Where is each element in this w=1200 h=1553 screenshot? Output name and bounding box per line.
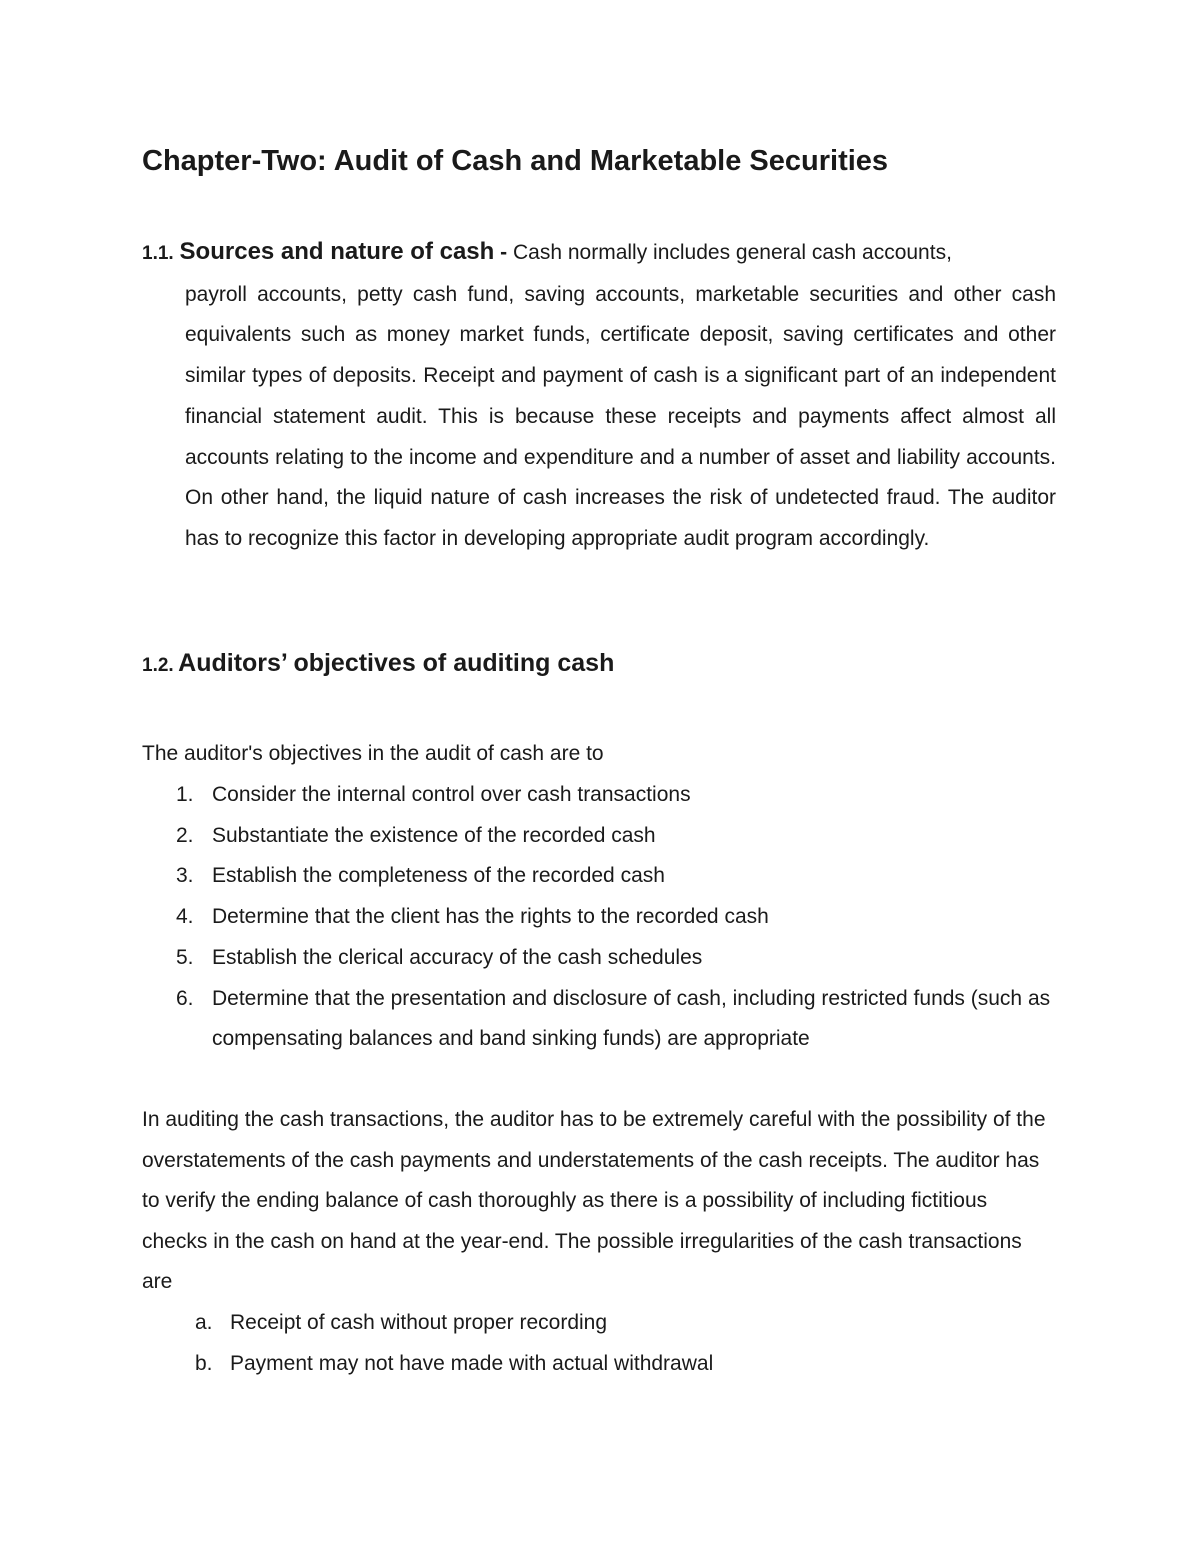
list-item-number: 2.	[176, 823, 194, 847]
list-item	[142, 979, 1056, 1060]
section-1-1-dash: -	[500, 241, 508, 264]
list-item	[142, 856, 1056, 897]
list-item	[142, 938, 1056, 979]
irregularities-paragraph: In auditing the cash transactions, the auditor has to be extremely careful with the possibility of the overstatements of the cash payments and understatements of the cash receipts. The auditor has to verify the ending balance of cash thoroughly as there is a possibility of including fictitious checks in the cash on hand at the year-end. The possible irregularities of the cash transactions are	[142, 1108, 1046, 1293]
irregularities-list	[142, 1303, 1056, 1384]
objectives-intro: The auditor's objectives in the audit of cash are to	[142, 742, 604, 765]
list-item	[142, 816, 1056, 857]
list-item-number: 1.	[176, 783, 194, 806]
section-1-2-heading-line	[142, 643, 614, 687]
list-item	[142, 897, 1056, 938]
page-title: Chapter-Two: Audit of Cash and Marketable Securities	[142, 145, 889, 177]
section-1-1-lead-text: Cash normally includes general cash accounts,	[513, 241, 952, 264]
list-item-number: 4.	[176, 905, 194, 929]
section-1-1-first-line	[142, 232, 1056, 275]
list-item	[142, 1303, 1056, 1344]
list-item	[142, 775, 1056, 816]
list-item-number: 6.	[176, 986, 194, 1010]
section-1-2-heading: Auditors’ objectives of auditing cash	[178, 649, 615, 677]
list-item-text: Consider the internal control over cash transactions	[212, 783, 691, 806]
section-1-1	[142, 232, 1056, 560]
section-1-1-number: 1.1.	[142, 243, 174, 264]
list-item-text: Payment may not have made with actual withdrawal	[230, 1351, 714, 1375]
list-item-text: Determine that the client has the rights to the recorded cash	[212, 905, 769, 929]
list-item-text: Receipt of cash without proper recording	[230, 1311, 608, 1334]
list-item	[142, 1344, 1056, 1385]
section-1-1-body: payroll accounts, petty cash fund, saving accounts, marketable securities and other cash equivalents such as money market funds, certificate deposit, saving certificates and other similar types of deposits. Receipt and payment of cash is a significant part of an independent financial statement audit. This is because these receipts and payments affect almost all accounts relating to the income and expenditure and a number of asset and liability accounts. On other hand, the liquid nature of cash increases the risk of undetected fraud. The auditor has to recognize this factor in developing appropriate audit program accordingly.	[185, 282, 1056, 550]
list-item-text: Determine that the presentation and disclosure of cash, including restricted funds (such as compensating balances and band sinking funds) are appropriate	[212, 986, 1051, 1051]
list-item-letter: a.	[195, 1311, 213, 1334]
list-item-number: 3.	[176, 864, 194, 888]
list-item-text: Substantiate the existence of the recorded cash	[212, 823, 656, 847]
list-item-text: Establish the completeness of the recorded cash	[212, 864, 665, 888]
objectives-list	[142, 775, 1056, 1060]
list-item-text: Establish the clerical accuracy of the cash schedules	[212, 945, 703, 969]
section-1-1-heading: Sources and nature of cash	[179, 238, 495, 265]
section-1-2-number: 1.2.	[142, 655, 174, 676]
list-item-letter: b.	[195, 1351, 213, 1375]
list-item-number: 5.	[176, 945, 194, 969]
